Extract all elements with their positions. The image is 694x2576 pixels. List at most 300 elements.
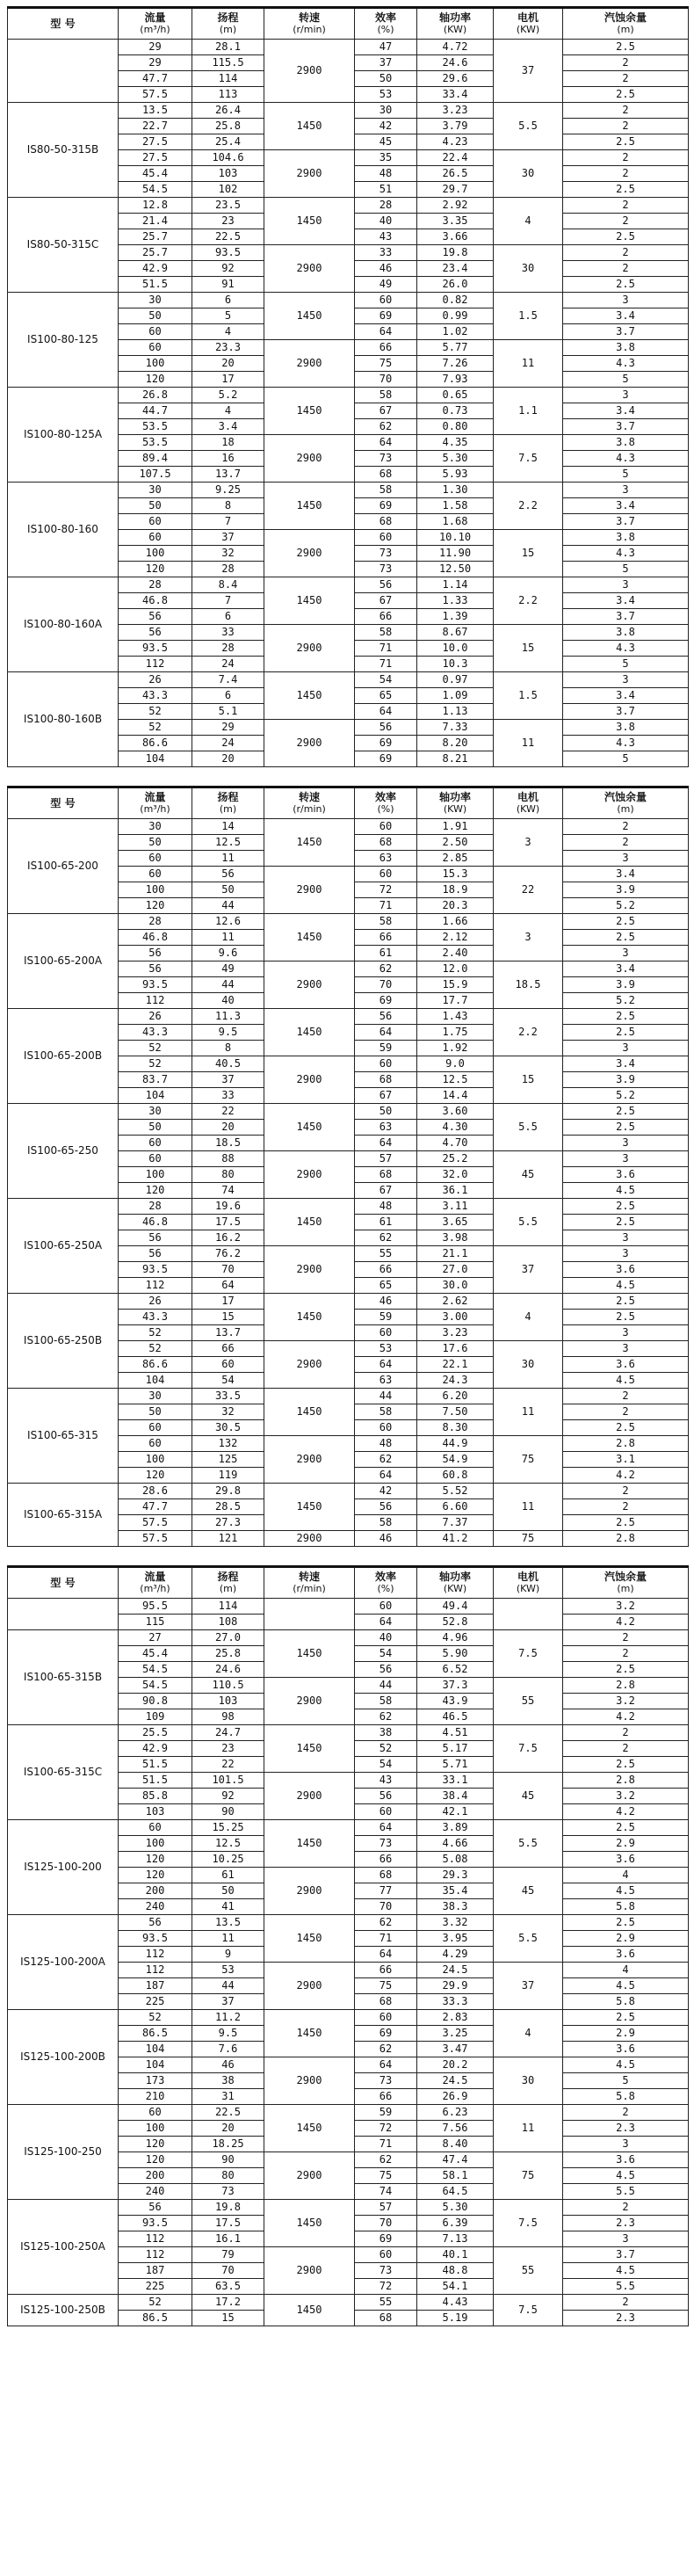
table-row [8, 2295, 689, 2311]
header-head-label: 扬程 [217, 1571, 239, 1583]
flow-cell: 50 [119, 1120, 192, 1136]
flow-cell: 52 [119, 1325, 192, 1341]
shaft-power-cell: 0.97 [417, 672, 494, 688]
efficiency-cell: 60 [355, 867, 417, 882]
efficiency-cell: 62 [355, 1709, 417, 1725]
npsh-cell: 2.5 [563, 2010, 689, 2026]
shaft-power-cell: 3.32 [417, 1915, 494, 1931]
efficiency-cell: 53 [355, 1341, 417, 1357]
motor-cell: 11 [494, 2105, 563, 2152]
flow-cell: 25.7 [119, 229, 192, 245]
head-cell: 92 [192, 1789, 264, 1804]
flow-cell: 120 [119, 2137, 192, 2152]
efficiency-cell: 57 [355, 2200, 417, 2216]
head-cell: 18 [192, 435, 264, 451]
speed-cell: 2900 [264, 867, 355, 914]
npsh-cell: 5.2 [563, 1088, 689, 1104]
model-cell [8, 40, 119, 103]
shaft-power-cell: 15.3 [417, 867, 494, 882]
shaft-power-cell: 29.3 [417, 1868, 494, 1883]
efficiency-cell: 60 [355, 1599, 417, 1615]
shaft-power-cell: 2.83 [417, 2010, 494, 2026]
speed-cell: 1450 [264, 577, 355, 625]
efficiency-cell: 63 [355, 851, 417, 867]
shaft-power-cell: 4.96 [417, 1630, 494, 1646]
head-cell: 6 [192, 293, 264, 308]
npsh-cell: 2 [563, 214, 689, 229]
head-cell: 90 [192, 2152, 264, 2168]
speed-cell: 1450 [264, 914, 355, 961]
npsh-cell: 3 [563, 1151, 689, 1167]
head-cell: 33 [192, 1088, 264, 1104]
head-cell: 4 [192, 324, 264, 340]
shaft-power-cell: 3.47 [417, 2042, 494, 2057]
speed-cell: 2900 [264, 1246, 355, 1294]
shaft-power-cell: 20.2 [417, 2057, 494, 2073]
shaft-power-cell: 3.00 [417, 1310, 494, 1325]
motor-cell: 37 [494, 40, 563, 103]
shaft-power-cell: 29.9 [417, 1978, 494, 1994]
speed-cell: 2900 [264, 1678, 355, 1725]
npsh-cell: 3 [563, 1136, 689, 1151]
npsh-cell: 3.7 [563, 419, 689, 435]
shaft-power-cell: 17.7 [417, 993, 494, 1009]
efficiency-cell: 77 [355, 1883, 417, 1899]
shaft-power-cell: 10.10 [417, 530, 494, 546]
head-cell: 28 [192, 641, 264, 657]
shaft-power-cell: 12.5 [417, 1072, 494, 1088]
head-cell: 15.25 [192, 1820, 264, 1836]
efficiency-cell: 60 [355, 819, 417, 835]
head-cell: 37 [192, 530, 264, 546]
shaft-power-cell: 18.9 [417, 882, 494, 898]
flow-cell: 54.5 [119, 1678, 192, 1694]
efficiency-cell: 60 [355, 1420, 417, 1436]
head-cell: 6 [192, 609, 264, 625]
head-cell: 29.8 [192, 1484, 264, 1499]
shaft-power-cell: 29.6 [417, 71, 494, 87]
head-cell: 20 [192, 751, 264, 767]
shaft-power-cell: 64.5 [417, 2184, 494, 2200]
header-efficiency-label: 效率 [374, 1571, 396, 1583]
header-shaft-power-unit: (KW) [443, 803, 467, 815]
performance-table [7, 6, 689, 767]
shaft-power-cell: 3.98 [417, 1230, 494, 1246]
efficiency-cell: 73 [355, 451, 417, 467]
efficiency-cell: 68 [355, 514, 417, 530]
motor-cell: 7.5 [494, 435, 563, 483]
efficiency-cell: 64 [355, 1357, 417, 1373]
efficiency-cell: 66 [355, 930, 417, 946]
header-motor [494, 787, 563, 819]
table-row [8, 577, 689, 593]
efficiency-cell: 55 [355, 1246, 417, 1262]
head-cell: 27.3 [192, 1515, 264, 1531]
efficiency-cell: 62 [355, 2042, 417, 2057]
flow-cell: 60 [119, 2105, 192, 2121]
flow-cell: 93.5 [119, 2216, 192, 2231]
efficiency-cell: 64 [355, 1468, 417, 1484]
head-cell: 9.6 [192, 946, 264, 961]
npsh-cell: 3 [563, 672, 689, 688]
head-cell: 8 [192, 498, 264, 514]
efficiency-cell: 53 [355, 87, 417, 103]
motor-cell: 45 [494, 1868, 563, 1915]
shaft-power-cell: 3.60 [417, 1104, 494, 1120]
npsh-cell: 3.6 [563, 1262, 689, 1278]
speed-cell: 2900 [264, 1151, 355, 1199]
shaft-power-cell: 7.56 [417, 2121, 494, 2137]
flow-cell: 225 [119, 1994, 192, 2010]
efficiency-cell: 40 [355, 214, 417, 229]
flow-cell: 240 [119, 2184, 192, 2200]
header-npsh [563, 1567, 689, 1599]
npsh-cell: 4.5 [563, 2168, 689, 2184]
header-head [192, 787, 264, 819]
head-cell: 11.3 [192, 1009, 264, 1025]
flow-cell: 100 [119, 882, 192, 898]
head-cell: 13.7 [192, 1325, 264, 1341]
npsh-cell: 3.2 [563, 1599, 689, 1615]
head-cell: 9.5 [192, 2026, 264, 2042]
speed-cell: 2900 [264, 435, 355, 483]
flow-cell: 13.5 [119, 103, 192, 119]
shaft-power-cell: 1.14 [417, 577, 494, 593]
speed-cell: 2900 [264, 2247, 355, 2295]
npsh-cell: 3 [563, 1230, 689, 1246]
npsh-cell: 3 [563, 388, 689, 403]
flow-cell: 50 [119, 308, 192, 324]
motor-cell: 4 [494, 2010, 563, 2057]
efficiency-cell: 66 [355, 2089, 417, 2105]
flow-cell: 60 [119, 1136, 192, 1151]
npsh-cell: 3.4 [563, 308, 689, 324]
efficiency-cell: 64 [355, 1820, 417, 1836]
head-cell: 11 [192, 930, 264, 946]
efficiency-cell: 68 [355, 1072, 417, 1088]
head-cell: 22 [192, 1757, 264, 1773]
shaft-power-cell: 3.66 [417, 229, 494, 245]
shaft-power-cell: 2.85 [417, 851, 494, 867]
header-efficiency-label: 效率 [374, 11, 396, 24]
npsh-cell: 4.2 [563, 1615, 689, 1630]
model-cell: IS100-65-200A [8, 914, 119, 1009]
head-cell: 44 [192, 1978, 264, 1994]
header-efficiency [355, 787, 417, 819]
shaft-power-cell: 35.4 [417, 1883, 494, 1899]
flow-cell: 200 [119, 1883, 192, 1899]
efficiency-cell: 58 [355, 1515, 417, 1531]
shaft-power-cell: 3.23 [417, 103, 494, 119]
npsh-cell: 2 [563, 55, 689, 71]
efficiency-cell: 64 [355, 1025, 417, 1041]
shaft-power-cell: 4.29 [417, 1947, 494, 1963]
flow-cell: 107.5 [119, 467, 192, 483]
efficiency-cell: 60 [355, 293, 417, 308]
header-motor-label: 电机 [517, 791, 539, 803]
flow-cell: 53.5 [119, 435, 192, 451]
flow-cell: 28 [119, 914, 192, 930]
head-cell: 25.8 [192, 119, 264, 134]
motor-cell: 11 [494, 720, 563, 767]
npsh-cell: 4.3 [563, 736, 689, 751]
npsh-cell: 5.2 [563, 993, 689, 1009]
flow-cell: 56 [119, 1915, 192, 1931]
head-cell: 12.5 [192, 835, 264, 851]
npsh-cell: 2 [563, 2295, 689, 2311]
npsh-cell: 2 [563, 1389, 689, 1404]
npsh-cell: 2.5 [563, 1420, 689, 1436]
head-cell: 6 [192, 688, 264, 704]
efficiency-cell: 58 [355, 1404, 417, 1420]
head-cell: 23.3 [192, 340, 264, 356]
flow-cell: 52 [119, 1056, 192, 1072]
flow-cell: 109 [119, 1709, 192, 1725]
efficiency-cell: 70 [355, 977, 417, 993]
header-shaft-power [417, 787, 494, 819]
flow-cell: 30 [119, 819, 192, 835]
shaft-power-cell: 23.4 [417, 261, 494, 277]
npsh-cell: 2 [563, 1499, 689, 1515]
motor-cell: 5.5 [494, 1820, 563, 1868]
header-head [192, 1567, 264, 1599]
npsh-cell: 2.5 [563, 1294, 689, 1310]
flow-cell: 52 [119, 1341, 192, 1357]
header-shaft-power [417, 8, 494, 40]
shaft-power-cell: 1.43 [417, 1009, 494, 1025]
shaft-power-cell: 6.23 [417, 2105, 494, 2121]
npsh-cell: 4.5 [563, 2057, 689, 2073]
head-cell: 25.4 [192, 134, 264, 150]
npsh-cell: 3.8 [563, 625, 689, 641]
efficiency-cell: 59 [355, 1310, 417, 1325]
npsh-cell: 2.3 [563, 2121, 689, 2137]
head-cell: 15 [192, 2311, 264, 2326]
head-cell: 61 [192, 1868, 264, 1883]
npsh-cell: 3.9 [563, 882, 689, 898]
shaft-power-cell: 19.8 [417, 245, 494, 261]
header-motor-unit: (KW) [516, 803, 540, 815]
efficiency-cell: 68 [355, 2311, 417, 2326]
npsh-cell: 2.3 [563, 2216, 689, 2231]
efficiency-cell: 61 [355, 946, 417, 961]
header-motor [494, 8, 563, 40]
header-npsh-label: 汽蚀余量 [604, 1571, 647, 1583]
efficiency-cell: 68 [355, 1994, 417, 2010]
speed-cell: 1450 [264, 1484, 355, 1531]
model-cell: IS125-100-200A [8, 1915, 119, 2010]
efficiency-cell: 71 [355, 641, 417, 657]
npsh-cell: 3.4 [563, 593, 689, 609]
speed-cell: 2900 [264, 2057, 355, 2105]
speed-cell: 2900 [264, 961, 355, 1009]
flow-cell: 42.9 [119, 1741, 192, 1757]
flow-cell: 43.3 [119, 1310, 192, 1325]
header-row [8, 787, 689, 819]
speed-cell: 1450 [264, 1009, 355, 1056]
efficiency-cell: 56 [355, 1499, 417, 1515]
table-row [8, 103, 689, 119]
model-cell: IS80-50-315C [8, 198, 119, 293]
motor-cell: 11 [494, 1389, 563, 1436]
head-cell: 28 [192, 562, 264, 577]
flow-cell: 28 [119, 1199, 192, 1215]
npsh-cell: 5.2 [563, 898, 689, 914]
efficiency-cell: 56 [355, 1789, 417, 1804]
npsh-cell: 2 [563, 245, 689, 261]
npsh-cell: 2.5 [563, 914, 689, 930]
shaft-power-cell: 54.1 [417, 2279, 494, 2295]
npsh-cell: 2 [563, 103, 689, 119]
efficiency-cell: 72 [355, 2121, 417, 2137]
speed-cell: 1450 [264, 483, 355, 530]
motor-cell: 45 [494, 1151, 563, 1199]
head-cell: 20 [192, 356, 264, 372]
efficiency-cell: 58 [355, 388, 417, 403]
shaft-power-cell: 21.1 [417, 1246, 494, 1262]
shaft-power-cell: 1.39 [417, 609, 494, 625]
model-cell: IS100-80-125 [8, 293, 119, 388]
shaft-power-cell: 1.68 [417, 514, 494, 530]
efficiency-cell: 56 [355, 1662, 417, 1678]
head-cell: 25.8 [192, 1646, 264, 1662]
table-row [8, 1294, 689, 1310]
head-cell: 92 [192, 261, 264, 277]
flow-cell: 50 [119, 1404, 192, 1420]
head-cell: 3.4 [192, 419, 264, 435]
header-model [8, 787, 119, 819]
flow-cell: 104 [119, 2057, 192, 2073]
efficiency-cell: 55 [355, 2295, 417, 2311]
head-cell: 26.4 [192, 103, 264, 119]
shaft-power-cell: 1.02 [417, 324, 494, 340]
motor-cell: 2.2 [494, 1009, 563, 1056]
efficiency-cell: 72 [355, 2279, 417, 2295]
shaft-power-cell: 1.75 [417, 1025, 494, 1041]
efficiency-cell: 61 [355, 1215, 417, 1230]
efficiency-cell: 43 [355, 1773, 417, 1789]
shaft-power-cell: 5.30 [417, 451, 494, 467]
speed-cell: 1450 [264, 1104, 355, 1151]
flow-cell: 112 [119, 2231, 192, 2247]
shaft-power-cell: 22.1 [417, 1357, 494, 1373]
npsh-cell: 2.5 [563, 1820, 689, 1836]
head-cell: 40.5 [192, 1056, 264, 1072]
speed-cell: 2900 [264, 1531, 355, 1547]
speed-cell: 1450 [264, 293, 355, 340]
npsh-cell: 3 [563, 2231, 689, 2247]
shaft-power-cell: 10.0 [417, 641, 494, 657]
flow-cell: 120 [119, 562, 192, 577]
header-flow-unit: (m³/h) [140, 24, 170, 35]
header-flow-label: 流量 [144, 791, 166, 803]
npsh-cell: 3 [563, 293, 689, 308]
efficiency-cell: 48 [355, 1436, 417, 1452]
head-cell: 22 [192, 1104, 264, 1120]
flow-cell: 54.5 [119, 1662, 192, 1678]
shaft-power-cell: 5.52 [417, 1484, 494, 1499]
efficiency-cell: 70 [355, 1899, 417, 1915]
head-cell: 64 [192, 1278, 264, 1294]
npsh-cell: 2 [563, 1630, 689, 1646]
flow-cell: 60 [119, 514, 192, 530]
efficiency-cell: 67 [355, 1183, 417, 1199]
flow-cell: 21.4 [119, 214, 192, 229]
shaft-power-cell: 6.20 [417, 1389, 494, 1404]
flow-cell: 60 [119, 1420, 192, 1436]
shaft-power-cell: 4.70 [417, 1136, 494, 1151]
header-speed-unit: (r/min) [293, 1583, 326, 1594]
flow-cell: 29 [119, 40, 192, 55]
motor-cell: 75 [494, 1436, 563, 1484]
shaft-power-cell: 6.52 [417, 1662, 494, 1678]
shaft-power-cell: 26.9 [417, 2089, 494, 2105]
flow-cell: 53.5 [119, 419, 192, 435]
efficiency-cell: 68 [355, 467, 417, 483]
shaft-power-cell: 4.23 [417, 134, 494, 150]
flow-cell: 44.7 [119, 403, 192, 419]
efficiency-cell: 69 [355, 2231, 417, 2247]
efficiency-cell: 73 [355, 2073, 417, 2089]
efficiency-cell: 73 [355, 546, 417, 562]
head-cell: 12.5 [192, 1836, 264, 1852]
npsh-cell: 3.9 [563, 977, 689, 993]
shaft-power-cell: 44.9 [417, 1436, 494, 1452]
header-head-unit: (m) [219, 1583, 237, 1594]
head-cell: 114 [192, 71, 264, 87]
npsh-cell: 3.2 [563, 1789, 689, 1804]
efficiency-cell: 56 [355, 577, 417, 593]
header-efficiency [355, 1567, 417, 1599]
efficiency-cell: 60 [355, 1325, 417, 1341]
head-cell: 103 [192, 166, 264, 182]
flow-cell: 45.4 [119, 166, 192, 182]
shaft-power-cell: 22.4 [417, 150, 494, 166]
npsh-cell: 3.4 [563, 403, 689, 419]
efficiency-cell: 59 [355, 1041, 417, 1056]
flow-cell: 103 [119, 1804, 192, 1820]
efficiency-cell: 38 [355, 1725, 417, 1741]
shaft-power-cell: 1.30 [417, 483, 494, 498]
npsh-cell: 2.5 [563, 87, 689, 103]
head-cell: 44 [192, 977, 264, 993]
npsh-cell: 4.3 [563, 641, 689, 657]
npsh-cell: 5.5 [563, 2184, 689, 2200]
shaft-power-cell: 5.17 [417, 1741, 494, 1757]
shaft-power-cell: 27.0 [417, 1262, 494, 1278]
motor-cell: 3 [494, 914, 563, 961]
head-cell: 17 [192, 372, 264, 388]
head-cell: 13.7 [192, 467, 264, 483]
npsh-cell: 2.8 [563, 1773, 689, 1789]
efficiency-cell: 50 [355, 1104, 417, 1120]
header-efficiency-unit: (%) [377, 1583, 394, 1594]
header-npsh-unit: (m) [617, 24, 634, 35]
npsh-cell: 2.9 [563, 2026, 689, 2042]
efficiency-cell: 50 [355, 71, 417, 87]
speed-cell: 2900 [264, 1436, 355, 1484]
flow-cell: 47.7 [119, 1499, 192, 1515]
model-cell: IS125-100-250B [8, 2295, 119, 2326]
speed-cell: 1450 [264, 198, 355, 245]
header-speed-label: 转速 [298, 11, 320, 24]
shaft-power-cell: 3.23 [417, 1325, 494, 1341]
npsh-cell: 2.5 [563, 1515, 689, 1531]
flow-cell: 100 [119, 356, 192, 372]
efficiency-cell: 58 [355, 914, 417, 930]
npsh-cell: 3.6 [563, 1167, 689, 1183]
flow-cell: 104 [119, 1373, 192, 1389]
